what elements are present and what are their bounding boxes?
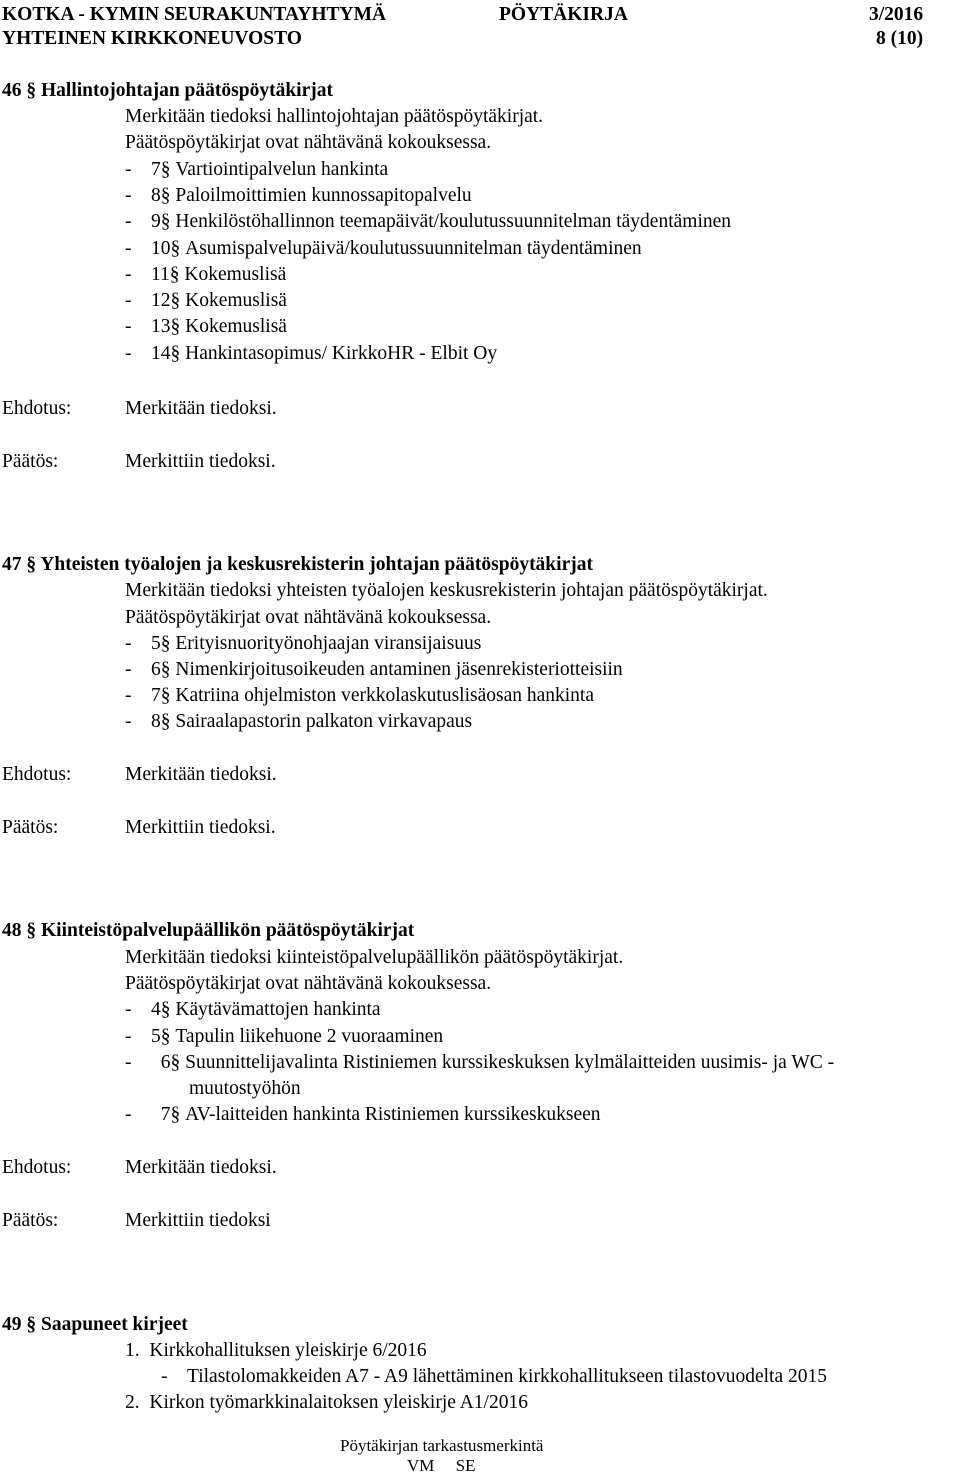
dash-bullet: - bbox=[125, 211, 132, 232]
item-text: Kokemuslisä bbox=[185, 290, 287, 311]
item-text: Asumispalvelupäivä/koulutussuunnitelman täydentäminen bbox=[185, 238, 642, 259]
item-number: 4 bbox=[151, 999, 161, 1020]
proposal-label: Ehdotus: bbox=[2, 1157, 72, 1178]
dash-bullet: - bbox=[125, 1052, 132, 1073]
section-sign-icon: § bbox=[160, 185, 171, 206]
section-sign-icon: § bbox=[26, 554, 37, 575]
item-text: AV-laitteiden hankinta Ristiniemen kurssikeskukseen bbox=[185, 1104, 601, 1125]
item-number: 10 bbox=[151, 238, 171, 259]
list-item bbox=[125, 998, 381, 1022]
doc-number: 3/2016 bbox=[869, 4, 924, 25]
section-sign-icon: § bbox=[26, 1314, 37, 1335]
section-sign-icon: § bbox=[160, 1026, 171, 1047]
list-item bbox=[125, 1051, 834, 1075]
dash-bullet: - bbox=[125, 1104, 132, 1125]
item-text: Vartiointipalvelun hankinta bbox=[175, 159, 389, 180]
section-number: 46 bbox=[2, 80, 22, 101]
letter-subitem-text: Tilastolomakkeiden A7 - A9 lähettäminen kirkkohallitukseen tilastovuodelta 2015 bbox=[187, 1366, 827, 1387]
item-number: 6 bbox=[151, 659, 161, 680]
item-number: 5 bbox=[151, 633, 161, 654]
dash-bullet: - bbox=[125, 264, 132, 285]
section-intro: Merkitään tiedoksi yhteisten työalojen keskusrekisterin johtajan päätöspöytäkirjat. bbox=[125, 580, 768, 601]
item-number: 7 bbox=[151, 685, 161, 706]
section-number: 48 bbox=[2, 920, 22, 941]
section-heading-48 bbox=[2, 919, 414, 943]
list-item bbox=[125, 184, 472, 208]
section-sign-icon: § bbox=[170, 290, 181, 311]
list-item bbox=[125, 658, 623, 682]
letter-number: 2. bbox=[125, 1392, 140, 1413]
dash-bullet: - bbox=[125, 290, 132, 311]
list-item-continuation: muutostyöhön bbox=[189, 1078, 301, 1099]
list-item bbox=[125, 158, 388, 182]
item-number: 13 bbox=[151, 316, 171, 337]
list-item bbox=[125, 237, 642, 261]
list-item bbox=[125, 263, 286, 287]
section-heading-47 bbox=[2, 553, 593, 577]
letter-title: Kirkon työmarkkinalaitoksen yleiskirje A1/2016 bbox=[149, 1392, 528, 1413]
section-number: 47 bbox=[2, 554, 22, 575]
dash-bullet: - bbox=[125, 1026, 132, 1047]
item-text: Kokemuslisä bbox=[185, 316, 287, 337]
item-text: Paloilmoittimien kunnossapitopalvelu bbox=[175, 185, 472, 206]
proposal-label: Ehdotus: bbox=[2, 398, 72, 419]
item-number: 12 bbox=[151, 290, 171, 311]
section-sign-icon: § bbox=[160, 711, 171, 732]
list-item bbox=[125, 1103, 601, 1127]
item-text: Hankintasopimus/ KirkkoHR - Elbit Oy bbox=[185, 343, 498, 364]
item-number: 9 bbox=[151, 211, 161, 232]
decision-text: Merkittiin tiedoksi bbox=[125, 1210, 271, 1231]
decision-label: Päätös: bbox=[2, 451, 59, 472]
section-sign-icon: § bbox=[169, 264, 180, 285]
list-item bbox=[125, 1025, 443, 1049]
list-item bbox=[125, 684, 594, 708]
proposal-text: Merkitään tiedoksi. bbox=[125, 398, 277, 419]
section-sign-icon: § bbox=[160, 159, 171, 180]
footer-initials-1: VM bbox=[407, 1456, 435, 1475]
decision-text: Merkittiin tiedoksi. bbox=[125, 817, 276, 838]
item-number: 5 bbox=[151, 1026, 161, 1047]
section-title: Kiinteistöpalvelupäällikön päätöspöytäkirjat bbox=[41, 920, 415, 941]
proposal-label: Ehdotus: bbox=[2, 764, 72, 785]
item-text: Nimenkirjoitusoikeuden antaminen jäsenrekisteriotteisiin bbox=[175, 659, 623, 680]
item-text: Tapulin liikehuone 2 vuoraaminen bbox=[175, 1026, 444, 1047]
list-item bbox=[125, 289, 287, 313]
dash-bullet: - bbox=[125, 238, 132, 259]
section-sign-icon: § bbox=[170, 316, 181, 337]
letter-subitem bbox=[161, 1365, 827, 1389]
item-text: Erityisnuorityönohjaajan viransijaisuus bbox=[175, 633, 482, 654]
section-sign-icon: § bbox=[26, 80, 37, 101]
dash-bullet: - bbox=[125, 633, 132, 654]
section-title: Saapuneet kirjeet bbox=[41, 1314, 188, 1335]
section-title: Yhteisten työalojen ja keskusrekisterin johtajan päätöspöytäkirjat bbox=[40, 554, 593, 575]
list-item bbox=[125, 710, 472, 734]
org-name: KOTKA - KYMIN SEURAKUNTAYHTYMÄ bbox=[2, 4, 387, 25]
section-sign-icon: § bbox=[160, 659, 171, 680]
decision-label: Päätös: bbox=[2, 1210, 59, 1231]
item-number: 8 bbox=[151, 711, 161, 732]
proposal-text: Merkitään tiedoksi. bbox=[125, 1157, 277, 1178]
section-sign-icon: § bbox=[160, 999, 171, 1020]
dash-bullet: - bbox=[125, 659, 132, 680]
dash-bullet: - bbox=[125, 159, 132, 180]
section-heading-46 bbox=[2, 79, 333, 103]
section-sign-icon: § bbox=[160, 211, 171, 232]
section-intro-note: Päätöspöytäkirjat ovat nähtävänä kokouksessa. bbox=[125, 607, 492, 628]
footer-initials bbox=[407, 1456, 476, 1476]
item-text: Katriina ohjelmiston verkkolaskutuslisäosan hankinta bbox=[175, 685, 595, 706]
section-sign-icon: § bbox=[160, 633, 171, 654]
section-intro: Merkitään tiedoksi kiinteistöpalvelupäällikön päätöspöytäkirjat. bbox=[125, 947, 624, 968]
doc-type: PÖYTÄKIRJA bbox=[499, 4, 628, 25]
item-number: 11 bbox=[151, 264, 170, 285]
section-number: 49 bbox=[2, 1314, 22, 1335]
list-item bbox=[125, 632, 481, 656]
item-number: 14 bbox=[151, 343, 171, 364]
page-number: 8 (10) bbox=[876, 28, 924, 49]
list-item bbox=[125, 210, 731, 234]
section-sign-icon: § bbox=[26, 920, 37, 941]
dash-bullet: - bbox=[125, 711, 132, 732]
section-heading-49 bbox=[2, 1313, 188, 1337]
decision-label: Päätös: bbox=[2, 817, 59, 838]
dash-bullet: - bbox=[161, 1366, 168, 1387]
list-item bbox=[125, 315, 287, 339]
item-text: Kokemuslisä bbox=[184, 264, 287, 285]
section-intro: Merkitään tiedoksi hallintojohtajan päätöspöytäkirjat. bbox=[125, 106, 544, 127]
letter-number: 1. bbox=[125, 1340, 140, 1361]
dash-bullet: - bbox=[125, 343, 132, 364]
section-sign-icon: § bbox=[170, 238, 181, 259]
item-text: Sairaalapastorin palkaton virkavapaus bbox=[175, 711, 473, 732]
item-number: 7 bbox=[160, 1104, 171, 1125]
decision-text: Merkittiin tiedoksi. bbox=[125, 451, 276, 472]
section-intro-note: Päätöspöytäkirjat ovat nähtävänä kokouksessa. bbox=[125, 132, 492, 153]
letter-title: Kirkkohallituksen yleiskirje 6/2016 bbox=[149, 1340, 427, 1361]
letter-item bbox=[125, 1339, 427, 1363]
footer-caption: Pöytäkirjan tarkastusmerkintä bbox=[340, 1436, 544, 1455]
dash-bullet: - bbox=[125, 316, 132, 337]
dash-bullet: - bbox=[125, 185, 132, 206]
item-number: 7 bbox=[151, 159, 161, 180]
footer-initials-2: SE bbox=[455, 1456, 476, 1475]
letter-item bbox=[125, 1391, 528, 1415]
section-sign-icon: § bbox=[160, 685, 171, 706]
section-intro-note: Päätöspöytäkirjat ovat nähtävänä kokouksessa. bbox=[125, 973, 492, 994]
item-text: Henkilöstöhallinnon teemapäivät/koulutussuunnitelman täydentäminen bbox=[175, 211, 732, 232]
section-sign-icon: § bbox=[170, 1104, 181, 1125]
section-sign-icon: § bbox=[170, 343, 181, 364]
item-text: Käytävämattojen hankinta bbox=[175, 999, 381, 1020]
list-item bbox=[125, 342, 497, 366]
proposal-text: Merkitään tiedoksi. bbox=[125, 764, 277, 785]
section-title: Hallintojohtajan päätöspöytäkirjat bbox=[41, 80, 333, 101]
dash-bullet: - bbox=[125, 999, 132, 1020]
council-name: YHTEINEN KIRKKONEUVOSTO bbox=[2, 28, 302, 49]
item-number: 6 bbox=[160, 1052, 171, 1073]
section-sign-icon: § bbox=[170, 1052, 181, 1073]
item-number: 8 bbox=[151, 185, 161, 206]
item-text: Suunnittelijavalinta Ristiniemen kurssikeskuksen kylmälaitteiden uusimis- ja WC - bbox=[185, 1052, 835, 1073]
dash-bullet: - bbox=[125, 685, 132, 706]
